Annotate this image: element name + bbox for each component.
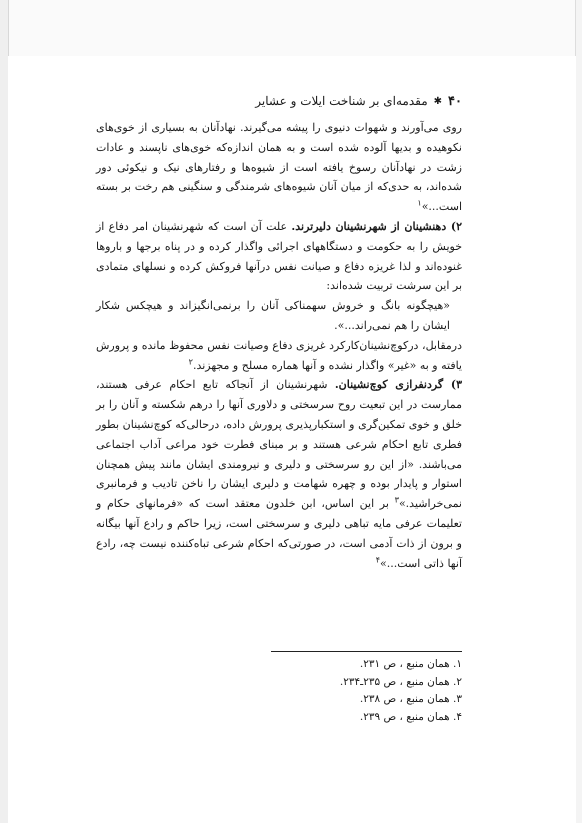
intro-paragraph: روی می‌آورند و شهوات دنیوی را پیشه می‌گیرند. نهادآنان به بسیاری از خوی‌های نکوهیده و بدیها آلوده شده است و به همان اندازه‌که خوی‌های ناپسند و عادات زشت در نهادآنان رسوخ یافته است از شیوه‌ها و رفتارهای نیک و نیکوئی دور شده‌اند، به حدی‌که از میان آنان شیوه‌های شرمندگی و سنگینی هم رخت بر بسته است...»$^۱$ <box>96 121 462 214</box>
footnote-ref-1: ۱ <box>417 198 422 208</box>
footnote-ref-4: ۴ <box>375 554 380 564</box>
section-3-text: شهرنشینان از آنجاکه تابع احکام عرفی هستند، ممارست در این تبعیت روح سرسختی و دلاوری آنها را درهم شکسته و آنان را بر خلق و خوی تمکین‌گری و استکبارپذیری پرورش داده، درحالی‌که کوچ‌نشینان بطور فطری تابع احکام شرعی هستند و بر مبنای فطرت خود مراعی آداب اجتماعی می‌باشند. «از این رو سرسختی و دلیری و نیرومندی ایشان مانند پیش همچنان استوار و پایدار بوده و چهره شهامت و دلیری ایشان را ناخن تادیب و فرمانبری نمی‌خراشید.» <box>96 378 462 511</box>
section-3-heading: ۳) گردنفرازی کوچ‌نشینان. <box>334 378 462 392</box>
viewer-right-edge <box>575 0 582 823</box>
section-2-quote: «هیچگونه بانگ و خروش سهمناکی آنان را برنمی‌انگیزاند و هیچکس شکار ایشان را هم نمی‌راند...». <box>96 299 450 332</box>
page-number: ۴۰ <box>448 93 462 109</box>
footnotes <box>240 656 462 726</box>
running-header <box>96 92 462 110</box>
footnote-3: ۳. همان منبع ، ص ۲۳۸. <box>359 693 462 705</box>
footnote-ref-2: ۲ <box>188 356 193 366</box>
section-3-paragraph <box>96 375 462 573</box>
viewer-top-bar <box>0 0 582 57</box>
footnote-2: ۲. همان منبع ، ص ۲۳۵ـ۲۳۴. <box>339 675 462 688</box>
footnote-ref-3: ۳ <box>394 495 399 505</box>
section-2-text: علت آن است که شهرنشینان امر دفاع از خویش را به حکومت و دستگاههای اجرائی واگذار کرده و در پناه برجها و باروها غنوده‌اند و لذا غریزه دفاع و صیانت نفس درآنها فروکش کرده و نسلهای متمادی بر این سرشت تربیت شده‌اند: <box>96 219 462 293</box>
section-2-paragraph <box>96 217 462 296</box>
section-3-text-2: بر این اساس، ابن خلدون معتقد است که «فرمانهای حکام و تعلیمات عرفی مایه تباهی دلیری و سرسختی است، زیرا حاکم و رادع آنها بیگانه و برون از ذات آدمی است، در صورتی‌که احکام شرعی تباه‌کننده نیست چه، رادع آنها ذاتی است...» <box>96 497 462 570</box>
footnote-1: ۱. همان منبع ، ص ۲۳۱. <box>359 658 462 670</box>
section-2-heading: ۲) ‌دهنشینان از شهرنشینان دلیرترند. <box>291 219 463 233</box>
body-text <box>96 118 462 573</box>
footnote-rule <box>271 651 462 652</box>
footnote-4: ۴. همان منبع ، ص ۲۳۹. <box>359 710 462 723</box>
running-title: مقدمه‌ای بر شناخت ایلات و عشایر <box>255 94 428 108</box>
section-2-after: درمقابل، درکوچ‌نشینان‌کارکرد غریزی دفاع وصیانت نفس محفوظ مانده و پرورش یافته و به «غیر» واگذار نشده و آنها هماره مسلح و مجهزند.$^۲$ <box>96 338 462 372</box>
header-star-icon: ✱ <box>433 95 443 107</box>
